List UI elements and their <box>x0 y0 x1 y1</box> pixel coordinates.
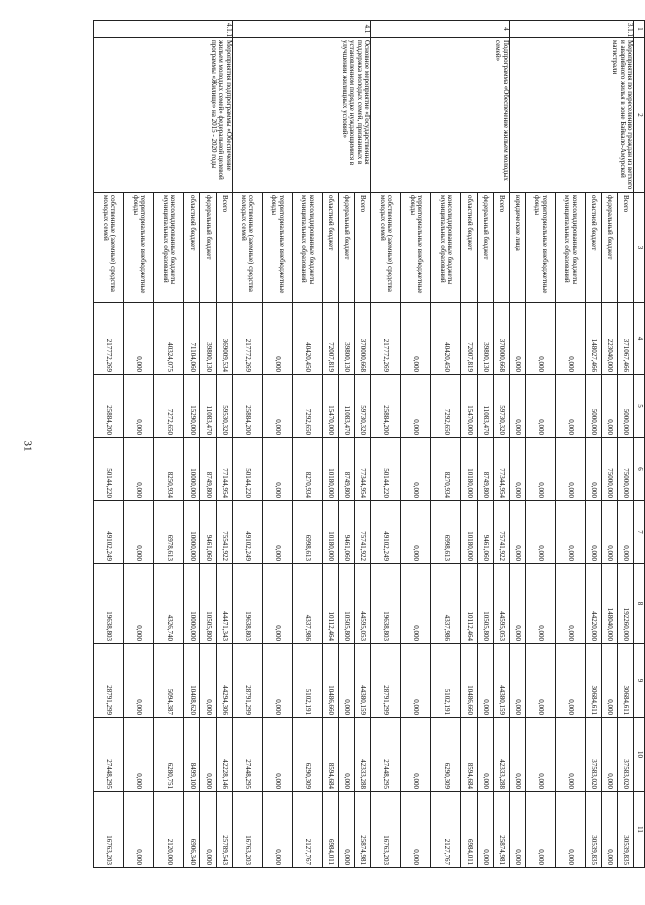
amount-cell: 0,000 <box>585 438 601 501</box>
amount-cell: 19638,803 <box>94 564 124 644</box>
amount-cell: 8270,934 <box>431 438 461 501</box>
amount-cell: 6280,751 <box>154 718 184 792</box>
amount-cell: 0,000 <box>617 501 633 564</box>
amount-cell: 71104,060 <box>184 303 200 375</box>
amount-cell: 28791,299 <box>232 644 262 718</box>
activity-name: Мероприятия подпрограммы «Обеспечение жильем молодых семей» федеральной целевой программы «Жилище» на 2015 - 2020 годы <box>94 38 233 193</box>
amount-cell: 40324,075 <box>154 303 184 375</box>
amount-cell: 192260,000 <box>617 564 633 644</box>
amount-cell: 0,000 <box>339 792 355 868</box>
amount-cell: 75000,000 <box>617 438 633 501</box>
row-code: 3.1.1 <box>509 21 633 38</box>
activity-name: Подпрограмма «Обеспечение жильем молодых семей» <box>371 38 510 193</box>
amount-cell: 0,000 <box>124 564 154 644</box>
amount-cell: 25884,200 <box>371 375 401 438</box>
amount-cell: 0,000 <box>124 718 154 792</box>
amount-cell: 10112,464 <box>322 564 338 644</box>
funding-source: консолидированные бюджеты муниципальных образований <box>154 193 184 303</box>
amount-cell: 6998,613 <box>292 501 322 564</box>
amount-cell: 0,000 <box>555 792 585 868</box>
amount-cell: 5000,000 <box>617 375 633 438</box>
amount-cell: 0,000 <box>401 501 431 564</box>
amount-cell: 0,000 <box>262 718 292 792</box>
amount-cell: 30539,835 <box>585 792 601 868</box>
amount-cell: 0,000 <box>555 644 585 718</box>
row-code: 4 <box>371 21 510 38</box>
amount-cell: 217772,269 <box>94 303 124 375</box>
funding-source: территориальные внебюджетные фонды <box>525 193 555 303</box>
amount-cell: 8749,800 <box>339 438 355 501</box>
amount-cell: 8250,934 <box>154 438 184 501</box>
amount-cell: 0,000 <box>401 564 431 644</box>
amount-cell: 0,000 <box>477 792 493 868</box>
amount-cell: 15470,000 <box>322 375 338 438</box>
amount-cell: 72007,819 <box>461 303 477 375</box>
table-row <box>216 21 232 868</box>
amount-cell: 0,000 <box>525 375 555 438</box>
amount-cell: 19638,803 <box>371 564 401 644</box>
funding-source: собственные (заемные) средства молодых семей <box>371 193 401 303</box>
amount-cell: 6984,011 <box>461 792 477 868</box>
amount-cell: 6998,613 <box>431 501 461 564</box>
amount-cell: 27448,295 <box>94 718 124 792</box>
amount-cell: 0,000 <box>262 303 292 375</box>
amount-cell: 10000,000 <box>184 438 200 501</box>
amount-cell: 370000,668 <box>493 303 509 375</box>
amount-cell: 0,000 <box>477 644 493 718</box>
amount-cell: 44220,000 <box>585 564 601 644</box>
amount-cell: 0,000 <box>509 644 525 718</box>
amount-cell: 0,000 <box>339 644 355 718</box>
amount-cell: 25789,543 <box>216 792 232 868</box>
amount-cell: 0,000 <box>401 718 431 792</box>
amount-cell: 15290,000 <box>184 375 200 438</box>
column-header: 9 <box>634 644 645 718</box>
funding-source: федеральный бюджет <box>200 193 216 303</box>
amount-cell: 0,000 <box>262 792 292 868</box>
amount-cell: 0,000 <box>124 644 154 718</box>
amount-cell: 5102,191 <box>431 644 461 718</box>
amount-cell: 0,000 <box>262 438 292 501</box>
funding-source: областной бюджет <box>322 193 338 303</box>
funding-source: территориальные внебюджетные фонды <box>124 193 154 303</box>
amount-cell: 148027,466 <box>585 303 601 375</box>
amount-cell: 8749,800 <box>200 438 216 501</box>
amount-cell: 25884,200 <box>232 375 262 438</box>
rotated-table-wrapper <box>93 20 645 867</box>
amount-cell: 2127,767 <box>431 792 461 868</box>
amount-cell: 11083,470 <box>200 375 216 438</box>
amount-cell: 0,000 <box>124 303 154 375</box>
amount-cell: 28791,299 <box>94 644 124 718</box>
amount-cell: 0,000 <box>555 564 585 644</box>
column-header: 4 <box>634 303 645 375</box>
amount-cell: 0,000 <box>525 564 555 644</box>
amount-cell: 0,000 <box>401 438 431 501</box>
amount-cell: 77344,954 <box>355 438 371 501</box>
funding-source: областной бюджет <box>184 193 200 303</box>
amount-cell: 75741,922 <box>493 501 509 564</box>
amount-cell: 44380,159 <box>493 644 509 718</box>
amount-cell: 10180,000 <box>322 438 338 501</box>
amount-cell: 37583,020 <box>617 718 633 792</box>
amount-cell: 0,000 <box>601 644 617 718</box>
amount-cell: 0,000 <box>339 718 355 792</box>
amount-cell: 0,000 <box>401 375 431 438</box>
amount-cell: 7292,650 <box>431 375 461 438</box>
amount-cell: 6290,309 <box>292 718 322 792</box>
amount-cell: 10180,000 <box>461 438 477 501</box>
amount-cell: 10505,800 <box>339 564 355 644</box>
amount-cell: 30539,835 <box>617 792 633 868</box>
amount-cell: 8594,684 <box>461 718 477 792</box>
funding-source: федеральный бюджет <box>477 193 493 303</box>
funding-source: Всего <box>355 193 371 303</box>
amount-cell: 4337,986 <box>292 564 322 644</box>
amount-cell: 0,000 <box>555 375 585 438</box>
amount-cell: 10486,660 <box>322 644 338 718</box>
amount-cell: 15470,000 <box>461 375 477 438</box>
table-body <box>94 21 634 868</box>
amount-cell: 44380,159 <box>355 644 371 718</box>
funding-source: Всего <box>617 193 633 303</box>
funding-source: федеральный бюджет <box>339 193 355 303</box>
amount-cell: 10000,000 <box>184 564 200 644</box>
amount-cell: 40420,450 <box>292 303 322 375</box>
amount-cell: 39800,130 <box>200 303 216 375</box>
amount-cell: 10486,660 <box>461 644 477 718</box>
amount-cell: 44595,053 <box>493 564 509 644</box>
funding-source: федеральный бюджет <box>601 193 617 303</box>
amount-cell: 2127,767 <box>292 792 322 868</box>
amount-cell: 148040,000 <box>601 564 617 644</box>
column-header: 1 <box>634 21 645 38</box>
amount-cell: 0,000 <box>525 792 555 868</box>
column-header: 11 <box>634 792 645 868</box>
amount-cell: 75541,922 <box>216 501 232 564</box>
column-header: 2 <box>634 38 645 193</box>
amount-cell: 0,000 <box>262 644 292 718</box>
amount-cell: 72007,819 <box>322 303 338 375</box>
header-row <box>634 21 645 868</box>
amount-cell: 59730,320 <box>493 375 509 438</box>
amount-cell: 0,000 <box>124 792 154 868</box>
funding-source: областной бюджет <box>461 193 477 303</box>
amount-cell: 25884,200 <box>94 375 124 438</box>
column-header: 6 <box>634 438 645 501</box>
amount-cell: 37583,020 <box>585 718 601 792</box>
amount-cell: 9461,060 <box>477 501 493 564</box>
amount-cell: 39800,130 <box>339 303 355 375</box>
amount-cell: 10505,800 <box>200 564 216 644</box>
amount-cell: 7272,650 <box>154 375 184 438</box>
amount-cell: 42228,146 <box>216 718 232 792</box>
amount-cell: 0,000 <box>200 644 216 718</box>
amount-cell: 10180,000 <box>322 501 338 564</box>
amount-cell: 0,000 <box>525 644 555 718</box>
amount-cell: 77344,954 <box>493 438 509 501</box>
amount-cell: 217772,269 <box>232 303 262 375</box>
amount-cell: 0,000 <box>124 501 154 564</box>
amount-cell: 10000,000 <box>184 501 200 564</box>
column-header: 5 <box>634 375 645 438</box>
amount-cell: 0,000 <box>601 375 617 438</box>
column-header: 7 <box>634 501 645 564</box>
amount-cell: 5094,387 <box>154 644 184 718</box>
amount-cell: 0,000 <box>477 718 493 792</box>
amount-cell: 0,000 <box>601 718 617 792</box>
amount-cell: 39800,130 <box>477 303 493 375</box>
funding-source: консолидированные бюджеты муниципальных образований <box>555 193 585 303</box>
amount-cell: 217772,269 <box>371 303 401 375</box>
amount-cell: 0,000 <box>509 718 525 792</box>
table-row <box>493 21 509 868</box>
amount-cell: 0,000 <box>200 718 216 792</box>
table-header <box>634 21 645 868</box>
amount-cell: 0,000 <box>601 501 617 564</box>
amount-cell: 0,000 <box>509 438 525 501</box>
amount-cell: 44595,053 <box>355 564 371 644</box>
amount-cell: 0,000 <box>525 501 555 564</box>
amount-cell: 9461,060 <box>339 501 355 564</box>
amount-cell: 16763,203 <box>232 792 262 868</box>
amount-cell: 0,000 <box>262 564 292 644</box>
funding-source: консолидированные бюджеты муниципальных образований <box>292 193 322 303</box>
amount-cell: 8594,684 <box>322 718 338 792</box>
amount-cell: 0,000 <box>262 375 292 438</box>
amount-cell: 0,000 <box>525 303 555 375</box>
amount-cell: 10112,464 <box>461 564 477 644</box>
amount-cell: 30684,611 <box>617 644 633 718</box>
amount-cell: 0,000 <box>509 303 525 375</box>
amount-cell: 9461,060 <box>200 501 216 564</box>
funding-source: консолидированные бюджеты муниципальных образований <box>431 193 461 303</box>
amount-cell: 16763,203 <box>94 792 124 868</box>
amount-cell: 0,000 <box>124 438 154 501</box>
amount-cell: 4337,986 <box>431 564 461 644</box>
amount-cell: 0,000 <box>555 303 585 375</box>
amount-cell: 6906,340 <box>184 792 200 868</box>
amount-cell: 59530,320 <box>216 375 232 438</box>
funding-source: территориальные внебюджетные фонды <box>401 193 431 303</box>
amount-cell: 49102,249 <box>371 501 401 564</box>
amount-cell: 11083,470 <box>339 375 355 438</box>
amount-cell: 0,000 <box>555 501 585 564</box>
amount-cell: 0,000 <box>585 501 601 564</box>
amount-cell: 10180,000 <box>461 501 477 564</box>
table-row <box>355 21 371 868</box>
row-code: 4.1.1 <box>94 21 233 38</box>
amount-cell: 0,000 <box>509 792 525 868</box>
amount-cell: 4326,740 <box>154 564 184 644</box>
amount-cell: 371067,466 <box>617 303 633 375</box>
column-header: 10 <box>634 718 645 792</box>
activity-name: Мероприятия по переселению граждан из ветхого и аварийного жилья в зоне Байкало-Амурской магистрали <box>509 38 633 193</box>
amount-cell: 11083,470 <box>477 375 493 438</box>
funding-source: юридические лица <box>509 193 525 303</box>
amount-cell: 8270,934 <box>292 438 322 501</box>
amount-cell: 8499,100 <box>184 718 200 792</box>
amount-cell: 0,000 <box>200 792 216 868</box>
amount-cell: 49102,249 <box>232 501 262 564</box>
amount-cell: 6984,011 <box>322 792 338 868</box>
amount-cell: 6290,309 <box>431 718 461 792</box>
funding-source: Всего <box>493 193 509 303</box>
funding-source: областной бюджет <box>585 193 601 303</box>
amount-cell: 42333,288 <box>355 718 371 792</box>
amount-cell: 50144,220 <box>371 438 401 501</box>
amount-cell: 50144,220 <box>94 438 124 501</box>
amount-cell: 0,000 <box>525 438 555 501</box>
amount-cell: 10505,800 <box>477 564 493 644</box>
page-number: 31 <box>21 440 34 452</box>
budget-table <box>93 20 645 868</box>
amount-cell: 28791,299 <box>371 644 401 718</box>
amount-cell: 75741,922 <box>355 501 371 564</box>
amount-cell: 0,000 <box>262 501 292 564</box>
funding-source: Всего <box>216 193 232 303</box>
amount-cell: 16763,203 <box>371 792 401 868</box>
amount-cell: 2120,000 <box>154 792 184 868</box>
amount-cell: 223040,000 <box>601 303 617 375</box>
amount-cell: 370000,668 <box>355 303 371 375</box>
table-row <box>617 21 633 868</box>
amount-cell: 0,000 <box>401 644 431 718</box>
amount-cell: 0,000 <box>509 564 525 644</box>
amount-cell: 0,000 <box>601 792 617 868</box>
amount-cell: 40420,450 <box>431 303 461 375</box>
amount-cell: 19638,803 <box>232 564 262 644</box>
amount-cell: 27448,295 <box>232 718 262 792</box>
amount-cell: 59730,320 <box>355 375 371 438</box>
amount-cell: 0,000 <box>509 375 525 438</box>
amount-cell: 7292,650 <box>292 375 322 438</box>
amount-cell: 0,000 <box>555 438 585 501</box>
funding-source: собственные (заемные) средства молодых семей <box>232 193 262 303</box>
amount-cell: 27448,295 <box>371 718 401 792</box>
amount-cell: 25874,981 <box>355 792 371 868</box>
amount-cell: 75000,000 <box>601 438 617 501</box>
amount-cell: 369009,534 <box>216 303 232 375</box>
amount-cell: 0,000 <box>401 303 431 375</box>
amount-cell: 49102,249 <box>94 501 124 564</box>
amount-cell: 0,000 <box>555 718 585 792</box>
amount-cell: 0,000 <box>401 792 431 868</box>
amount-cell: 44294,306 <box>216 644 232 718</box>
amount-cell: 42333,288 <box>493 718 509 792</box>
row-code: 4.1 <box>232 21 371 38</box>
amount-cell: 0,000 <box>525 718 555 792</box>
amount-cell: 10408,620 <box>184 644 200 718</box>
amount-cell: 50144,220 <box>232 438 262 501</box>
amount-cell: 30684,611 <box>585 644 601 718</box>
amount-cell: 8749,800 <box>477 438 493 501</box>
amount-cell: 77144,954 <box>216 438 232 501</box>
column-header: 3 <box>634 193 645 303</box>
amount-cell: 0,000 <box>124 375 154 438</box>
funding-source: собственные (заемные) средства молодых семей <box>94 193 124 303</box>
amount-cell: 44471,343 <box>216 564 232 644</box>
amount-cell: 5102,191 <box>292 644 322 718</box>
amount-cell: 25874,981 <box>493 792 509 868</box>
amount-cell: 5000,000 <box>585 375 601 438</box>
amount-cell: 6978,613 <box>154 501 184 564</box>
amount-cell: 0,000 <box>509 501 525 564</box>
activity-name: Основное мероприятие «Государственная поддержка молодых семей, признанных в установленном порядке нуждающимися в улучшении жилищных условий» <box>232 38 371 193</box>
column-header: 8 <box>634 564 645 644</box>
funding-source: территориальные внебюджетные фонды <box>262 193 292 303</box>
